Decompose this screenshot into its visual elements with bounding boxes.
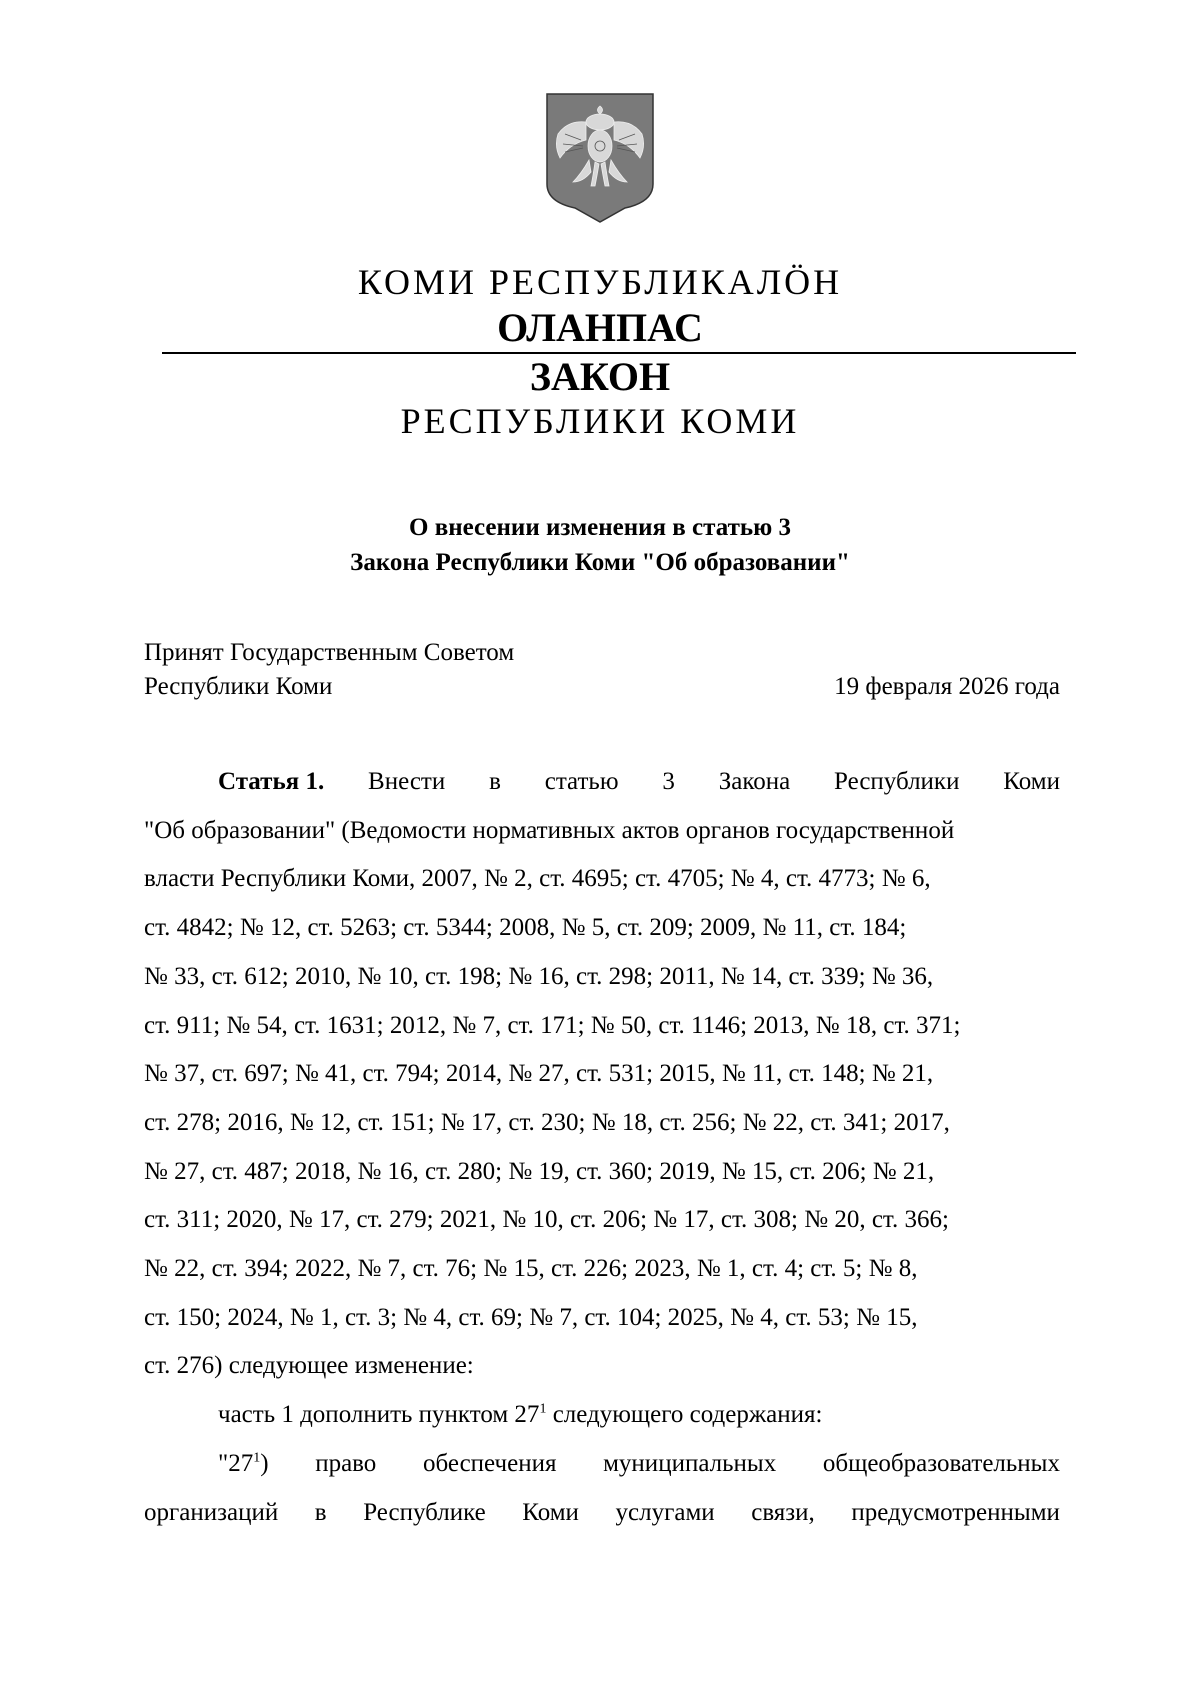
word: Республике — [363, 1498, 486, 1526]
word: 3 — [662, 768, 675, 795]
header-republic-line: РЕСПУБЛИКИ КОМИ — [400, 401, 800, 441]
amendment-text-pre: часть 1 дополнить пунктом 27 — [218, 1401, 540, 1429]
header-zakon: ЗАКОН — [529, 354, 671, 399]
word: статью — [544, 768, 619, 795]
quote-paren: ) — [260, 1449, 269, 1477]
word: обеспечения — [422, 1449, 557, 1477]
word: право — [315, 1449, 377, 1477]
adoption-date: 19 февраля 2026 года — [834, 673, 1060, 700]
quote-open: "27 — [218, 1449, 254, 1477]
word: общеобразовательных — [822, 1449, 1060, 1477]
word: Коми — [1003, 768, 1060, 795]
amendment-line — [144, 1391, 1060, 1440]
article-last-line: ст. 276) следующее изменение: — [144, 1352, 474, 1380]
word: Закона — [718, 768, 791, 795]
header-olanpas: ОЛАНПАС — [497, 305, 703, 350]
word: организаций — [144, 1498, 279, 1526]
quote-second-line — [144, 1489, 1060, 1538]
article-line: ст. 911; № 54, ст. 1631; 2012, № 7, ст. 171; № 50, ст. 1146; 2013, № 18, ст. 371; — [144, 1011, 961, 1039]
quote-first-line — [144, 1440, 1060, 1489]
word: предусмотренными — [851, 1498, 1060, 1526]
law-title — [0, 510, 1200, 580]
quote-superscript: 1 — [253, 1450, 261, 1466]
law-title-line-1: О внесении изменения в статью 3 — [409, 514, 791, 541]
header-komi-line: КОМИ РЕСПУБЛИКАЛӦН — [357, 262, 843, 302]
word: услугами — [615, 1498, 715, 1526]
law-title-line-2: Закона Республики Коми "Об образовании" — [350, 549, 850, 576]
article-first-line — [144, 758, 1060, 807]
adopted-by-line-1: Принят Государственным Советом — [144, 639, 515, 666]
word: муниципальных — [603, 1449, 777, 1477]
quote-item-number — [218, 1440, 269, 1489]
article-line: № 37, ст. 697; № 41, ст. 794; 2014, № 27, ст. 531; 2015, № 11, ст. 148; № 21, — [144, 1060, 934, 1088]
article-line: ст. 278; 2016, № 12, ст. 151; № 17, ст. 230; № 18, ст. 256; № 22, ст. 341; 2017, — [144, 1108, 950, 1136]
article-body — [144, 758, 1060, 1537]
article-line: № 27, ст. 487; 2018, № 16, ст. 280; № 19, ст. 360; 2019, № 15, ст. 206; № 21, — [144, 1157, 935, 1185]
word: в — [489, 768, 501, 795]
article-line: № 22, ст. 394; 2022, № 7, ст. 76; № 15, ст. 226; 2023, № 1, ст. 4; ст. 5; № 8, — [144, 1255, 918, 1283]
adoption-block — [144, 636, 1060, 704]
amendment-text-post: следующего содержания: — [546, 1401, 823, 1429]
article-line: "Об образовании" (Ведомости нормативных актов органов государственной — [144, 816, 955, 844]
word: Коми — [522, 1498, 579, 1526]
article-line: ст. 311; 2020, № 17, ст. 279; 2021, № 10, ст. 206; № 17, ст. 308; № 20, ст. 366; — [144, 1206, 949, 1234]
komi-coat-of-arms-icon — [545, 92, 655, 224]
article-line: власти Республики Коми, 2007, № 2, ст. 4695; ст. 4705; № 4, ст. 4773; № 6, — [144, 865, 931, 893]
article-line: ст. 4842; № 12, ст. 5263; ст. 5344; 2008, № 5, ст. 209; 2009, № 11, ст. 184; — [144, 914, 907, 942]
amendment-superscript: 1 — [539, 1401, 547, 1417]
word: в — [314, 1498, 327, 1526]
adopted-by-line-2: Республики Коми — [144, 673, 333, 700]
word: связи, — [751, 1498, 815, 1526]
article-label: Статья 1. — [218, 768, 325, 795]
article-line: № 33, ст. 612; 2010, № 10, ст. 198; № 16, ст. 298; 2011, № 14, ст. 339; № 36, — [144, 962, 934, 990]
article-line: ст. 150; 2024, № 1, ст. 3; № 4, ст. 69; № 7, ст. 104; 2025, № 4, ст. 53; № 15, — [144, 1303, 918, 1331]
word: Республики — [834, 768, 960, 795]
word: Внести — [368, 768, 446, 795]
